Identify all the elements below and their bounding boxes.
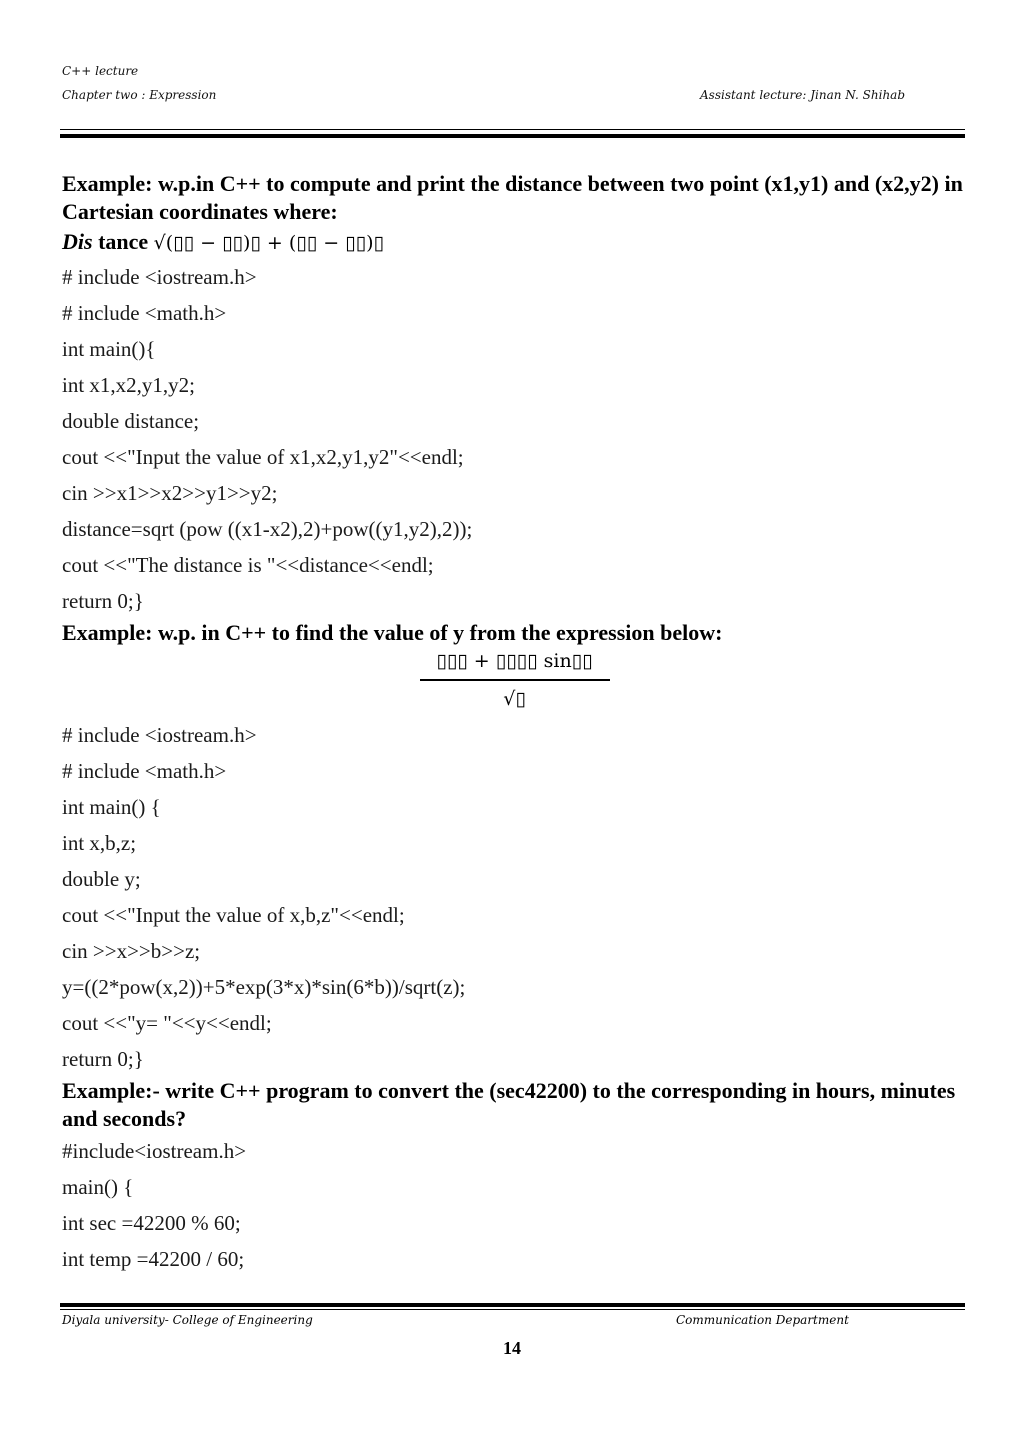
- example3-heading: Example:- write C++ program to convert the (sec42200) to the corresponding in hours, minutes and seconds?: [62, 1078, 956, 1131]
- code-line: cout <<"Input the value of x1,x2,y1,y2"<<endl;: [62, 445, 464, 469]
- course-title: C++ lecture: [62, 64, 139, 78]
- example1-heading: Example: w.p.in C++ to compute and print the distance between two point (x1,y1) and (x2,y2) in Cartesian coordinates where:: [62, 171, 963, 224]
- fraction-bar: [420, 679, 610, 681]
- code-line: cout <<"The distance is "<<distance<<endl;: [62, 553, 434, 577]
- footer-rule-thick: [60, 1303, 965, 1307]
- code-line: cin >>x>>b>>z;: [62, 939, 201, 963]
- example2-code: [62, 717, 967, 1077]
- distance-formula: [62, 226, 967, 259]
- code-line: double y;: [62, 867, 141, 891]
- footer-department: Communication Department: [676, 1313, 849, 1327]
- formula-math: √(▯▯ − ▯▯)▯ + (▯▯ − ▯▯)▯: [153, 232, 384, 254]
- header-rule-thin: [60, 129, 965, 130]
- code-line: int x1,x2,y1,y2;: [62, 373, 196, 397]
- code-line: main() {: [62, 1175, 134, 1199]
- code-line: return 0;}: [62, 589, 144, 613]
- code-line: y=((2*pow(x,2))+5*exp(3*x)*sin(6*b))/sqrt(z);: [62, 975, 466, 999]
- code-line: #include<iostream.h>: [62, 1139, 247, 1163]
- y-expression-fraction: [415, 649, 615, 711]
- code-line: cout <<"y= "<<y<<endl;: [62, 1011, 272, 1035]
- code-line: cout <<"Input the value of x,b,z"<<endl;: [62, 903, 405, 927]
- code-line: # include <iostream.h>: [62, 265, 257, 289]
- lecturer-name: Assistant lecture: Jinan N. Shihab: [700, 88, 906, 102]
- code-line: int x,b,z;: [62, 831, 137, 855]
- code-line: int temp =42200 / 60;: [62, 1247, 245, 1271]
- fraction-denominator: √▯: [503, 688, 526, 710]
- header-rule-thick: [60, 134, 965, 138]
- code-line: int main(){: [62, 337, 156, 361]
- footer-university: Diyala university- College of Engineering: [62, 1313, 313, 1327]
- example1-code: [62, 259, 967, 619]
- page-number: 14: [503, 1338, 521, 1358]
- code-line: distance=sqrt (pow ((x1-x2),2)+pow((y1,y2),2));: [62, 517, 473, 541]
- example3-code: [62, 1133, 967, 1277]
- code-line: double distance;: [62, 409, 200, 433]
- page-content: [62, 170, 967, 1277]
- code-line: # include <math.h>: [62, 759, 227, 783]
- code-line: int sec =42200 % 60;: [62, 1211, 241, 1235]
- code-line: return 0;}: [62, 1047, 144, 1071]
- footer-rule-thin: [60, 1309, 965, 1310]
- chapter-title: Chapter two : Expression: [62, 88, 217, 102]
- fraction-numerator: ▯▯▯ + ▯▯▯▯ sin▯▯: [436, 650, 593, 672]
- code-line: int main() {: [62, 795, 161, 819]
- example2-heading: Example: w.p. in C++ to find the value of y from the expression below:: [62, 620, 723, 645]
- code-line: # include <math.h>: [62, 301, 227, 325]
- code-line: cin >>x1>>x2>>y1>>y2;: [62, 481, 278, 505]
- code-line: # include <iostream.h>: [62, 723, 257, 747]
- formula-label-italic: Dis: [62, 229, 93, 254]
- formula-label-rest: tance: [92, 229, 154, 254]
